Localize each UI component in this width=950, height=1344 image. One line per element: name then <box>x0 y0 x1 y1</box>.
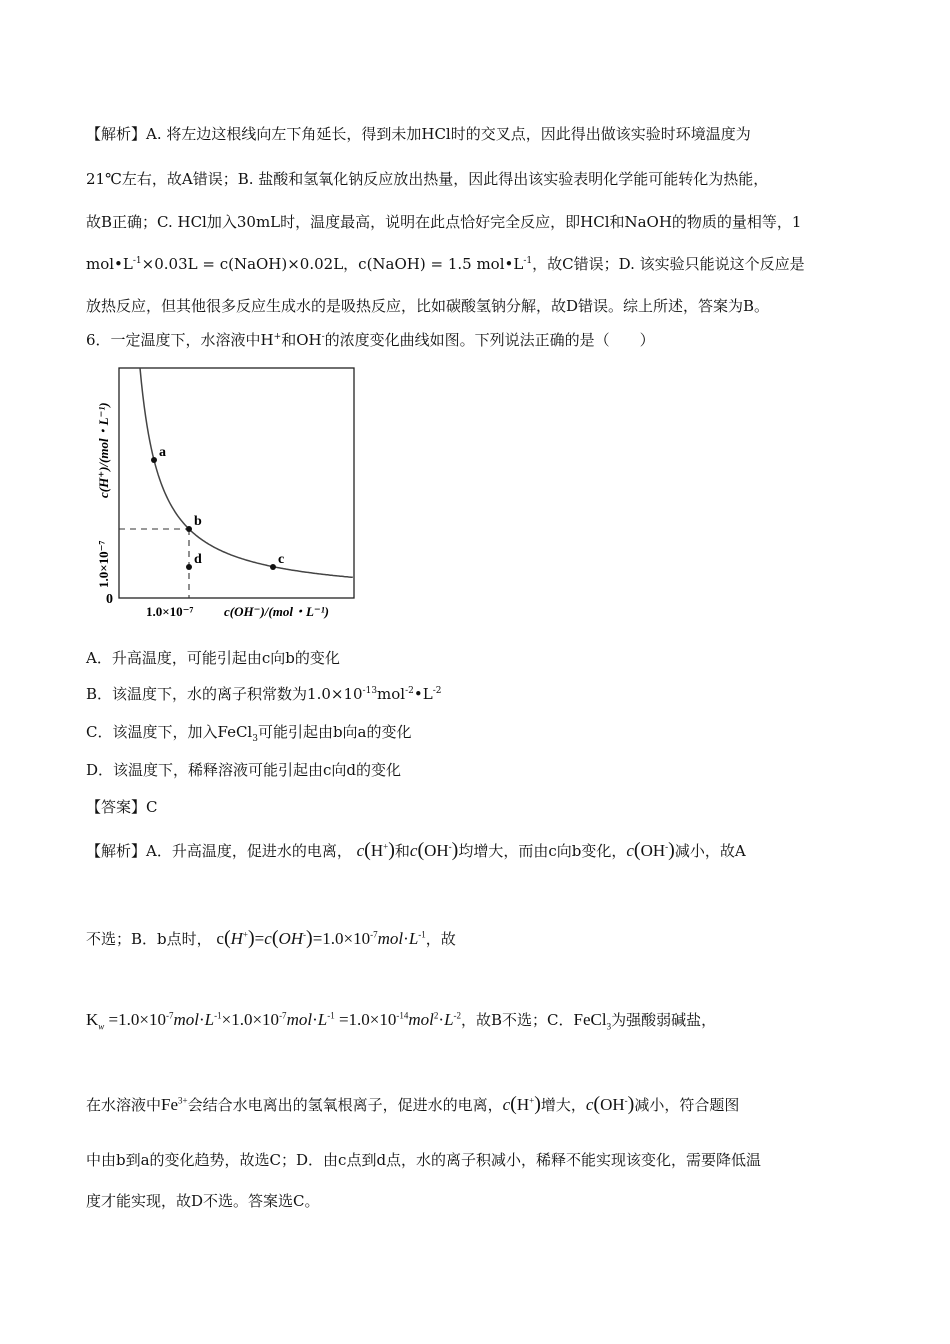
point-label-c: c <box>278 551 285 567</box>
point-label-d: d <box>194 551 202 567</box>
text: 6．一定温度下，水溶液中H <box>86 331 274 349</box>
text: 和OH <box>281 331 322 349</box>
option-a: A．升高温度，可能引起由c向b的变化 <box>86 649 340 667</box>
analysis5-line1: 【解析】A. 将左边这根线向左下角延长，得到未加HCl时的交叉点，因此得出做该实验时环境温度为 <box>86 125 751 143</box>
formula-c-oh: c(OH-) <box>585 1093 635 1115</box>
formula-c-h: c(H+) <box>502 1093 541 1115</box>
sup: -13 <box>362 686 378 696</box>
sup: + <box>273 332 282 342</box>
text: B．该温度下，水的离子积常数为1.0×10 <box>86 685 363 703</box>
formula-kw: $K_w =1.0\times 10^{-7}mol\cdot L^{-1}\times 1.0\times 10^{-7}mol\cdot L^{-1} =1.0\times 10^{-14}mol^2\cdot L^{-2}$ <box>86 1010 462 1032</box>
text: 【解析】A．升高温度，促进水的电离， <box>86 842 352 860</box>
text: ，故C错误；D. 该实验只能说这个反应是 <box>532 255 805 273</box>
text: 的浓度变化曲线如图。下列说法正确的是（ ） <box>324 331 655 349</box>
text: •L <box>413 685 433 703</box>
text: 为强酸弱碱盐， <box>611 1011 717 1029</box>
chart-svg <box>86 360 376 630</box>
text: 和 <box>394 842 410 860</box>
analysis5-line3: 故B正确；C. HCl加入30mL时，温度最高，说明在此点恰好完全反应，即HCl和NaOH的物质的量相等，1 <box>86 213 802 231</box>
text: 在水溶液中 <box>86 1096 162 1114</box>
text: ，故 <box>425 930 456 948</box>
option-d: D．该温度下，稀释溶液可能引起由c向d的变化 <box>86 761 402 779</box>
point-d <box>186 564 192 570</box>
option-b <box>86 684 441 704</box>
y-axis-label: c(H⁺)/(mol・L⁻¹) <box>96 402 111 498</box>
text: mol <box>377 685 406 703</box>
text: 减小，故A <box>674 842 746 860</box>
option-c <box>86 722 412 742</box>
formula-c-h: c(H+) <box>356 839 395 861</box>
analysis6-line5: 中由b到a的变化趋势，故选C；D．由c点到d点，水的离子积减小，稀释不能实现该变化，需要降低温 <box>86 1151 762 1169</box>
text: 均增大，而由c向b变化， <box>458 842 627 860</box>
sup: - <box>321 332 325 342</box>
formula-c-oh: c(OH-) <box>626 839 675 861</box>
point-a <box>151 457 157 463</box>
ion-concentration-chart <box>86 360 376 630</box>
analysis6-line2 <box>86 928 456 949</box>
analysis6-line4 <box>86 1094 739 1115</box>
text: 增大， <box>540 1096 586 1114</box>
answer-line: 【答案】C <box>86 798 158 816</box>
sup: -2 <box>432 686 442 696</box>
text: ，故B不选；C． <box>461 1011 574 1029</box>
text: ×0.03L = c(NaOH)×0.02L，c(NaOH) = 1.5 mol•L <box>141 255 524 273</box>
point-c <box>270 564 276 570</box>
point-label-a: a <box>159 445 166 460</box>
text: 不选；B．b点时， <box>86 930 212 948</box>
text: 可能引起由b向a的变化 <box>257 723 412 741</box>
sup: -2 <box>405 686 414 696</box>
analysis6-line1 <box>86 840 746 861</box>
text: 会结合水电离出的氢氧根离子，促进水的电离， <box>187 1096 503 1114</box>
y-tick-label: 1.0×10⁻⁷ <box>96 540 111 588</box>
sub: 3 <box>252 734 258 744</box>
x-tick-label: 1.0×10⁻⁷ <box>146 604 194 619</box>
analysis5-line4 <box>86 254 805 274</box>
kw-curve <box>140 368 353 577</box>
x-axis-label: c(OH⁻)/(mol・L⁻¹) <box>224 604 329 619</box>
analysis6-line6: 度才能实现，故D不选。答案选C。 <box>86 1192 320 1210</box>
analysis5-line5: 放热反应，但其他很多反应生成水的是吸热反应，比如碳酸氢钠分解，故D错误。综上所述，答案为B。 <box>86 297 770 315</box>
formula-b-point: $c(H^+)=c(OH^-)=1.0\times 10^{-7}mol\cdot L^{-1}$ <box>216 927 426 949</box>
analysis5-line2: 21℃左右，故A错误；B. 盐酸和氢氧化钠反应放出热量，因此得出该实验表明化学能可能转化为热能， <box>86 170 769 188</box>
point-label-b: b <box>194 514 202 529</box>
text: 减小，符合题图 <box>634 1096 740 1114</box>
chart-frame <box>119 368 354 598</box>
sup: -1 <box>132 256 142 266</box>
text: C．该温度下，加入FeCl <box>86 723 253 741</box>
origin-label: 0 <box>106 592 113 607</box>
analysis6-line3 <box>86 1010 716 1030</box>
point-b <box>186 526 192 532</box>
question6-stem <box>86 330 655 350</box>
formula-fecl3: FeCl$_3$ <box>573 1010 612 1032</box>
formula-c-oh: c(OH-) <box>409 839 459 861</box>
sup: -1 <box>523 256 533 266</box>
text: mol•L <box>86 255 133 273</box>
formula-fe3: $Fe^{3+}$ <box>161 1095 188 1114</box>
